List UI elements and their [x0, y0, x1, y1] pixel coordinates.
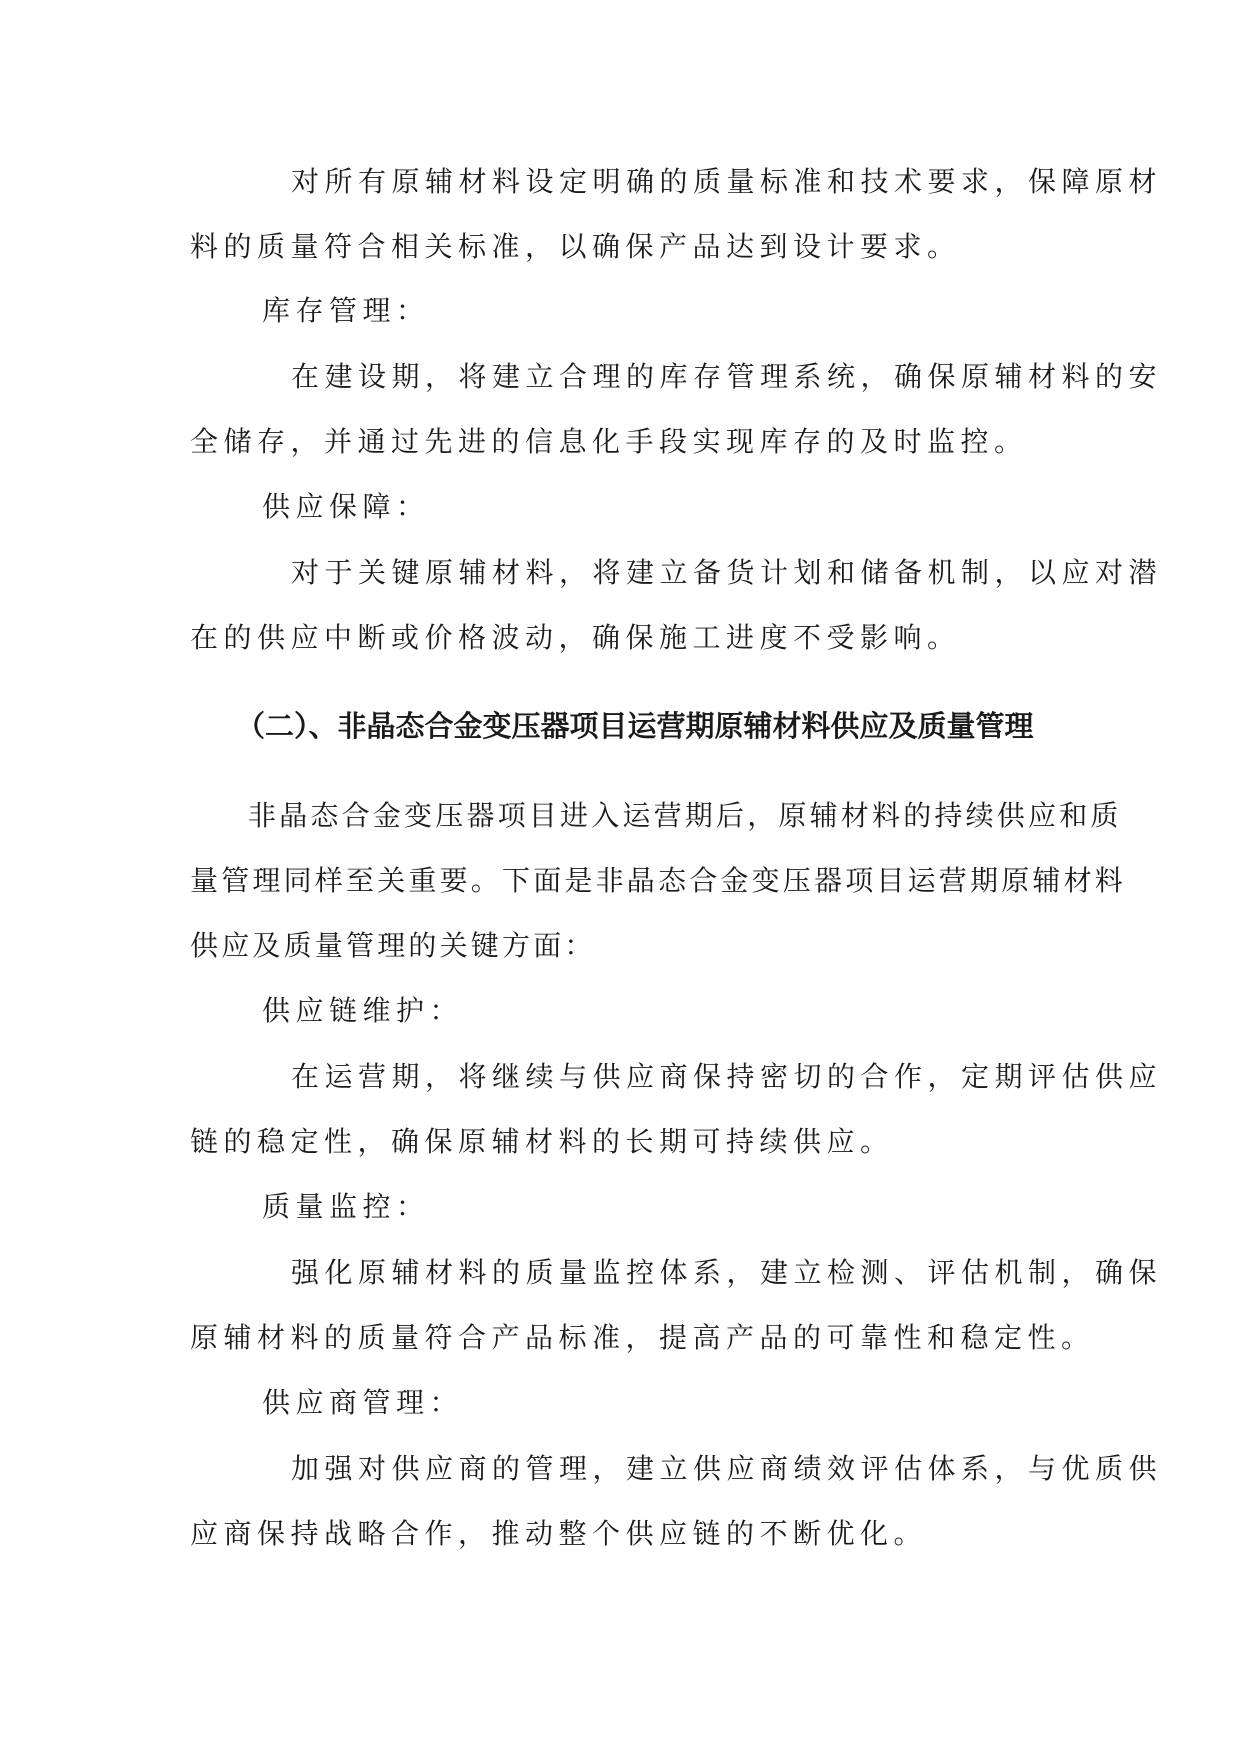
- paragraph-line: 对所有原辅材料设定明确的质量标准和技术要求，保障原材: [291, 165, 1163, 198]
- paragraph-line: 应商保持战略合作，推动整个供应链的不断优化。: [190, 1517, 928, 1550]
- subsection-label: 供应保障：: [262, 490, 430, 523]
- paragraph-line: 对于关键原辅材料，将建立备货计划和储备机制，以应对潜: [291, 556, 1163, 589]
- subsection-label: 供应链维护：: [262, 994, 464, 1027]
- paragraph-line: 在运营期，将继续与供应商保持密切的合作，定期评估供应: [291, 1060, 1163, 1093]
- paragraph-line: 链的稳定性，确保原辅材料的长期可持续供应。: [190, 1125, 894, 1158]
- subsection-label: 质量监控：: [262, 1190, 430, 1223]
- paragraph-line: 量管理同样至关重要。下面是非晶态合金变压器项目运营期原辅材料: [190, 864, 1127, 897]
- subsection-label: 供应商管理：: [262, 1386, 464, 1419]
- paragraph-line: 在建设期，将建立合理的库存管理系统，确保原辅材料的安: [291, 360, 1163, 393]
- paragraph-line: 强化原辅材料的质量监控体系，建立检测、评估机制，确保: [291, 1256, 1163, 1289]
- paragraph-line: 料的质量符合相关标准，以确保产品达到设计要求。: [190, 230, 961, 263]
- paragraph-line: 在的供应中断或价格波动，确保施工进度不受影响。: [190, 621, 961, 654]
- paragraph-line: 非晶态合金变压器项目进入运营期后，原辅材料的持续供应和质: [248, 799, 1122, 832]
- paragraph-line: 原辅材料的质量符合产品标准，提高产品的可靠性和稳定性。: [190, 1321, 1095, 1354]
- paragraph-line: 加强对供应商的管理，建立供应商绩效评估体系，与优质供: [291, 1452, 1163, 1485]
- subsection-label: 库存管理：: [262, 294, 430, 327]
- section-heading: （二）、非晶态合金变压器项目运营期原辅材料供应及质量管理: [236, 709, 1034, 743]
- paragraph-line: 全储存，并通过先进的信息化手段实现库存的及时监控。: [190, 425, 1028, 458]
- paragraph-line: 供应及质量管理的关键方面：: [190, 929, 596, 962]
